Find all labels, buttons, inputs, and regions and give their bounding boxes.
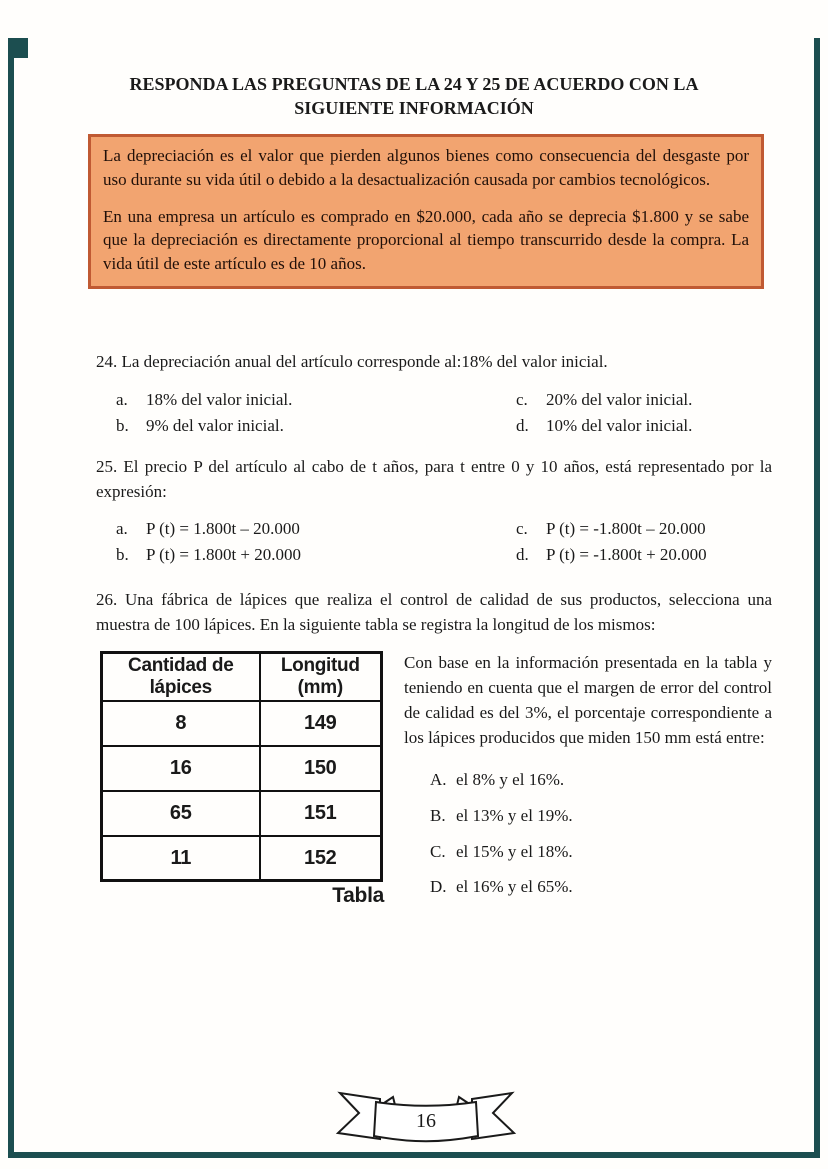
table-cell: 151 <box>260 791 382 836</box>
option-text: P (t) = -1.800t + 20.000 <box>546 545 707 565</box>
option-row <box>96 390 772 410</box>
option-25a[interactable] <box>96 519 516 539</box>
option-24d[interactable] <box>516 416 772 436</box>
page-title-line1: RESPONDA LAS PREGUNTAS DE LA 24 Y 25 DE ACUERDO CON LA <box>129 74 699 94</box>
option-text: 18% del valor inicial. <box>146 389 293 409</box>
question-26 <box>96 588 772 911</box>
option-text: 10% del valor inicial. <box>546 415 693 435</box>
option-25b[interactable] <box>96 545 516 565</box>
page-number: 16 <box>416 1110 436 1132</box>
option-label: A. <box>430 770 447 790</box>
option-25d[interactable] <box>516 545 772 565</box>
option-text: 20% del valor inicial. <box>546 389 693 409</box>
table-header-cantidad: Cantidad de lápices <box>102 653 260 701</box>
option-label: c. <box>516 389 528 409</box>
option-text: el 15% y el 18%. <box>456 841 573 861</box>
question-25-text: 25. El precio P del artículo al cabo de t años, para t entre 0 y 10 años, está representado por la expresión: <box>96 457 772 501</box>
option-text: el 8% y el 16%. <box>456 770 565 790</box>
info-paragraph-2: En una empresa un artículo es comprado en $20.000, cada año se deprecia $1.800 y se sabe que la depreciación es directamente proporcional al tiempo transcurrido desde la compra. La vida útil de este artículo es de 10 años. <box>103 206 749 274</box>
table-cell: 149 <box>260 701 382 746</box>
option-text: P (t) = 1.800t – 20.000 <box>146 519 300 539</box>
pencil-table-block <box>96 651 404 911</box>
option-text: el 13% y el 19%. <box>456 805 573 825</box>
table-cell: 8 <box>102 701 260 746</box>
option-row <box>96 545 772 565</box>
frame-corner-square <box>8 38 28 58</box>
option-label: b. <box>116 545 129 565</box>
option-26C[interactable] <box>430 840 772 865</box>
option-label: C. <box>430 841 446 861</box>
frame-right-bar <box>814 38 820 1158</box>
table-row <box>102 746 382 791</box>
table-cell: 152 <box>260 836 382 881</box>
option-label: a. <box>116 389 128 409</box>
question-26-side-text: Con base en la información presentada en la tabla y teniendo en cuenta que el margen de error del control de calidad es del 3%, el porcentaje correspondiente a los lápices producidos que miden 150 mm está entre: <box>404 653 772 748</box>
question-25-options <box>96 519 772 565</box>
option-label: b. <box>116 415 129 435</box>
page-title <box>40 72 788 121</box>
pencil-length-table <box>100 651 383 882</box>
page-number-ribbon <box>330 1090 522 1153</box>
question-26-options <box>404 768 772 900</box>
table-row <box>102 836 382 881</box>
option-label: d. <box>516 415 529 435</box>
table-cell: 65 <box>102 791 260 836</box>
info-highlight-box <box>88 134 764 289</box>
option-label: B. <box>430 805 446 825</box>
table-caption: Tabla <box>332 884 384 908</box>
option-label: d. <box>516 545 529 565</box>
question-26-text: 26. Una fábrica de lápices que realiza el control de calidad de sus productos, selecciona una muestra de 100 lápices. En la siguiente tabla se registra la longitud de los mismos: <box>96 590 772 634</box>
option-text: P (t) = 1.800t + 20.000 <box>146 545 302 565</box>
option-26D[interactable] <box>430 875 772 900</box>
option-25c[interactable] <box>516 519 772 539</box>
question-25 <box>96 455 772 565</box>
option-text: P (t) = -1.800t – 20.000 <box>546 519 706 539</box>
option-row <box>96 519 772 539</box>
question-24-options <box>96 390 772 436</box>
question-24-text: 24. La depreciación anual del artículo corresponde al:18% del valor inicial. <box>96 352 608 371</box>
option-26A[interactable] <box>430 768 772 793</box>
table-header-longitud: Longitud (mm) <box>260 653 382 701</box>
option-label: D. <box>430 877 447 897</box>
table-cell: 150 <box>260 746 382 791</box>
table-header-row <box>102 653 382 701</box>
page-title-line2: SIGUIENTE INFORMACIÓN <box>294 98 534 119</box>
option-label: a. <box>116 519 128 539</box>
table-row <box>102 701 382 746</box>
option-text: 9% del valor inicial. <box>146 415 284 435</box>
option-label: c. <box>516 519 528 539</box>
option-row <box>96 416 772 436</box>
option-text: el 16% y el 65%. <box>456 877 573 897</box>
table-cell: 11 <box>102 836 260 881</box>
frame-left-bar <box>8 38 14 1158</box>
option-26B[interactable] <box>430 804 772 829</box>
table-row <box>102 791 382 836</box>
table-cell: 16 <box>102 746 260 791</box>
question-24 <box>96 350 772 436</box>
option-24c[interactable] <box>516 390 772 410</box>
info-paragraph-1: La depreciación es el valor que pierden algunos bienes como consecuencia del desgaste por uso durante su vida útil o debido a la desactualización causada por cambios tecnológicos. <box>103 146 749 189</box>
option-24b[interactable] <box>96 416 516 436</box>
option-24a[interactable] <box>96 390 516 410</box>
